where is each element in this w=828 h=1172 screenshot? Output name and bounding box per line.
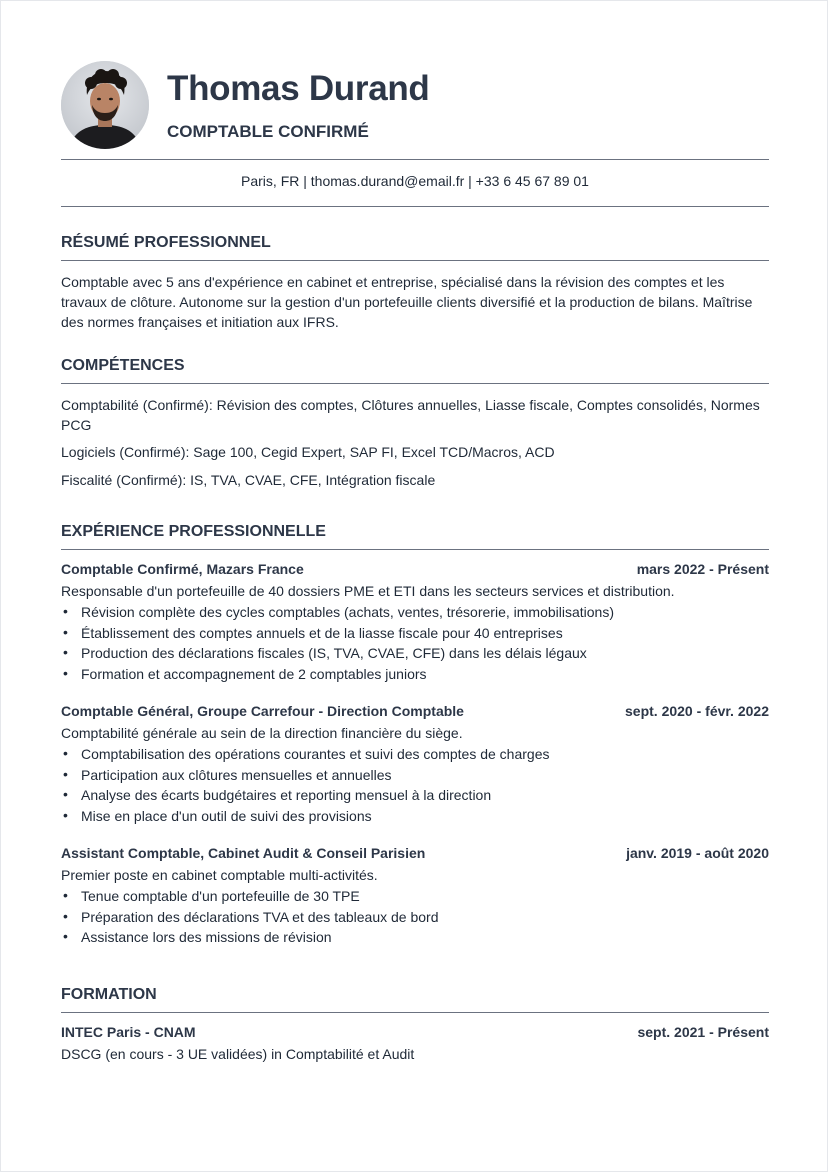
header-divider-top: [61, 159, 769, 160]
contact-line: Paris, FR | thomas.durand@email.fr | +33 6 45 67 89 01: [241, 173, 589, 189]
skill-item: Fiscalité (Confirmé): IS, TVA, CVAE, CFE, Intégration fiscale: [61, 472, 436, 488]
job-bullets: [61, 744, 769, 826]
list-item: • Tenue comptable d'un portefeuille de 30 TPE: [61, 886, 769, 907]
candidate-title: COMPTABLE CONFIRMÉ: [167, 122, 369, 141]
job-header: [61, 845, 769, 865]
list-item: • Production des déclarations fiscales (IS, TVA, CVAE, CFE) dans les délais légaux: [61, 643, 769, 664]
list-item: • Assistance lors des missions de révision: [61, 927, 769, 948]
job-bullets: [61, 602, 769, 684]
list-item: • Participation aux clôtures mensuelles et annuelles: [61, 765, 769, 786]
summary-divider: [61, 260, 769, 261]
profile-photo-icon: [61, 61, 149, 149]
job-description: Responsable d'un portefeuille de 40 dossiers PME et ETI dans les secteurs services et distribution.: [61, 583, 675, 599]
job-header: [61, 703, 769, 723]
education-heading: FORMATION: [61, 986, 157, 1003]
skills-heading: COMPÉTENCES: [61, 357, 185, 374]
list-item: • Formation et accompagnement de 2 comptables juniors: [61, 664, 769, 685]
school-name: INTEC Paris - CNAM: [61, 1024, 196, 1040]
job-role: Assistant Comptable, Cabinet Audit & Conseil Parisien: [61, 845, 426, 861]
skills-divider: [61, 383, 769, 384]
education-description: DSCG (en cours - 3 UE validées) in Comptabilité et Audit: [61, 1046, 415, 1062]
list-item: • Mise en place d'un outil de suivi des provisions: [61, 806, 769, 827]
skill-item: Comptabilité (Confirmé): Révision des comptes, Clôtures annuelles, Liasse fiscale, Comptes consolidés, Normes PCG: [61, 397, 760, 433]
avatar: [61, 61, 149, 149]
job-dates: sept. 2020 - févr. 2022: [625, 703, 769, 719]
candidate-name: Thomas Durand: [167, 69, 430, 108]
header-divider-bottom: [61, 206, 769, 207]
job-role: Comptable Confirmé, Mazars France: [61, 561, 304, 577]
education-dates: sept. 2021 - Présent: [637, 1024, 769, 1040]
experience-divider: [61, 549, 769, 550]
experience-heading: EXPÉRIENCE PROFESSIONNELLE: [61, 523, 326, 540]
list-item: • Comptabilisation des opérations courantes et suivi des comptes de charges: [61, 744, 769, 765]
summary-heading: RÉSUMÉ PROFESSIONNEL: [61, 234, 271, 251]
skill-item: Logiciels (Confirmé): Sage 100, Cegid Expert, SAP FI, Excel TCD/Macros, ACD: [61, 444, 555, 460]
list-item: • Analyse des écarts budgétaires et reporting mensuel à la direction: [61, 785, 769, 806]
job-dates: janv. 2019 - août 2020: [626, 845, 769, 861]
list-item: • Révision complète des cycles comptables (achats, ventes, trésorerie, immobilisations): [61, 602, 769, 623]
job-description: Premier poste en cabinet comptable multi-activités.: [61, 867, 378, 883]
job-role: Comptable Général, Groupe Carrefour - Direction Comptable: [61, 703, 464, 719]
resume-header: [61, 61, 769, 151]
summary-text: Comptable avec 5 ans d'expérience en cabinet et entreprise, spécialisé dans la révision des comptes et les travaux de clôture. Autonome sur la gestion d'un portefeuille clients diversifié et la production de bilans. Maîtrise des normes françaises et initiation aux IFRS.: [61, 274, 753, 330]
list-item: • Établissement des comptes annuels et de la liasse fiscale pour 40 entreprises: [61, 623, 769, 644]
job-bullets: [61, 886, 769, 948]
education-divider: [61, 1012, 769, 1013]
education-header: [61, 1024, 769, 1044]
job-dates: mars 2022 - Présent: [636, 561, 769, 577]
job-description: Comptabilité générale au sein de la direction financière du siège.: [61, 725, 463, 741]
job-header: [61, 561, 769, 581]
list-item: • Préparation des déclarations TVA et des tableaux de bord: [61, 907, 769, 928]
